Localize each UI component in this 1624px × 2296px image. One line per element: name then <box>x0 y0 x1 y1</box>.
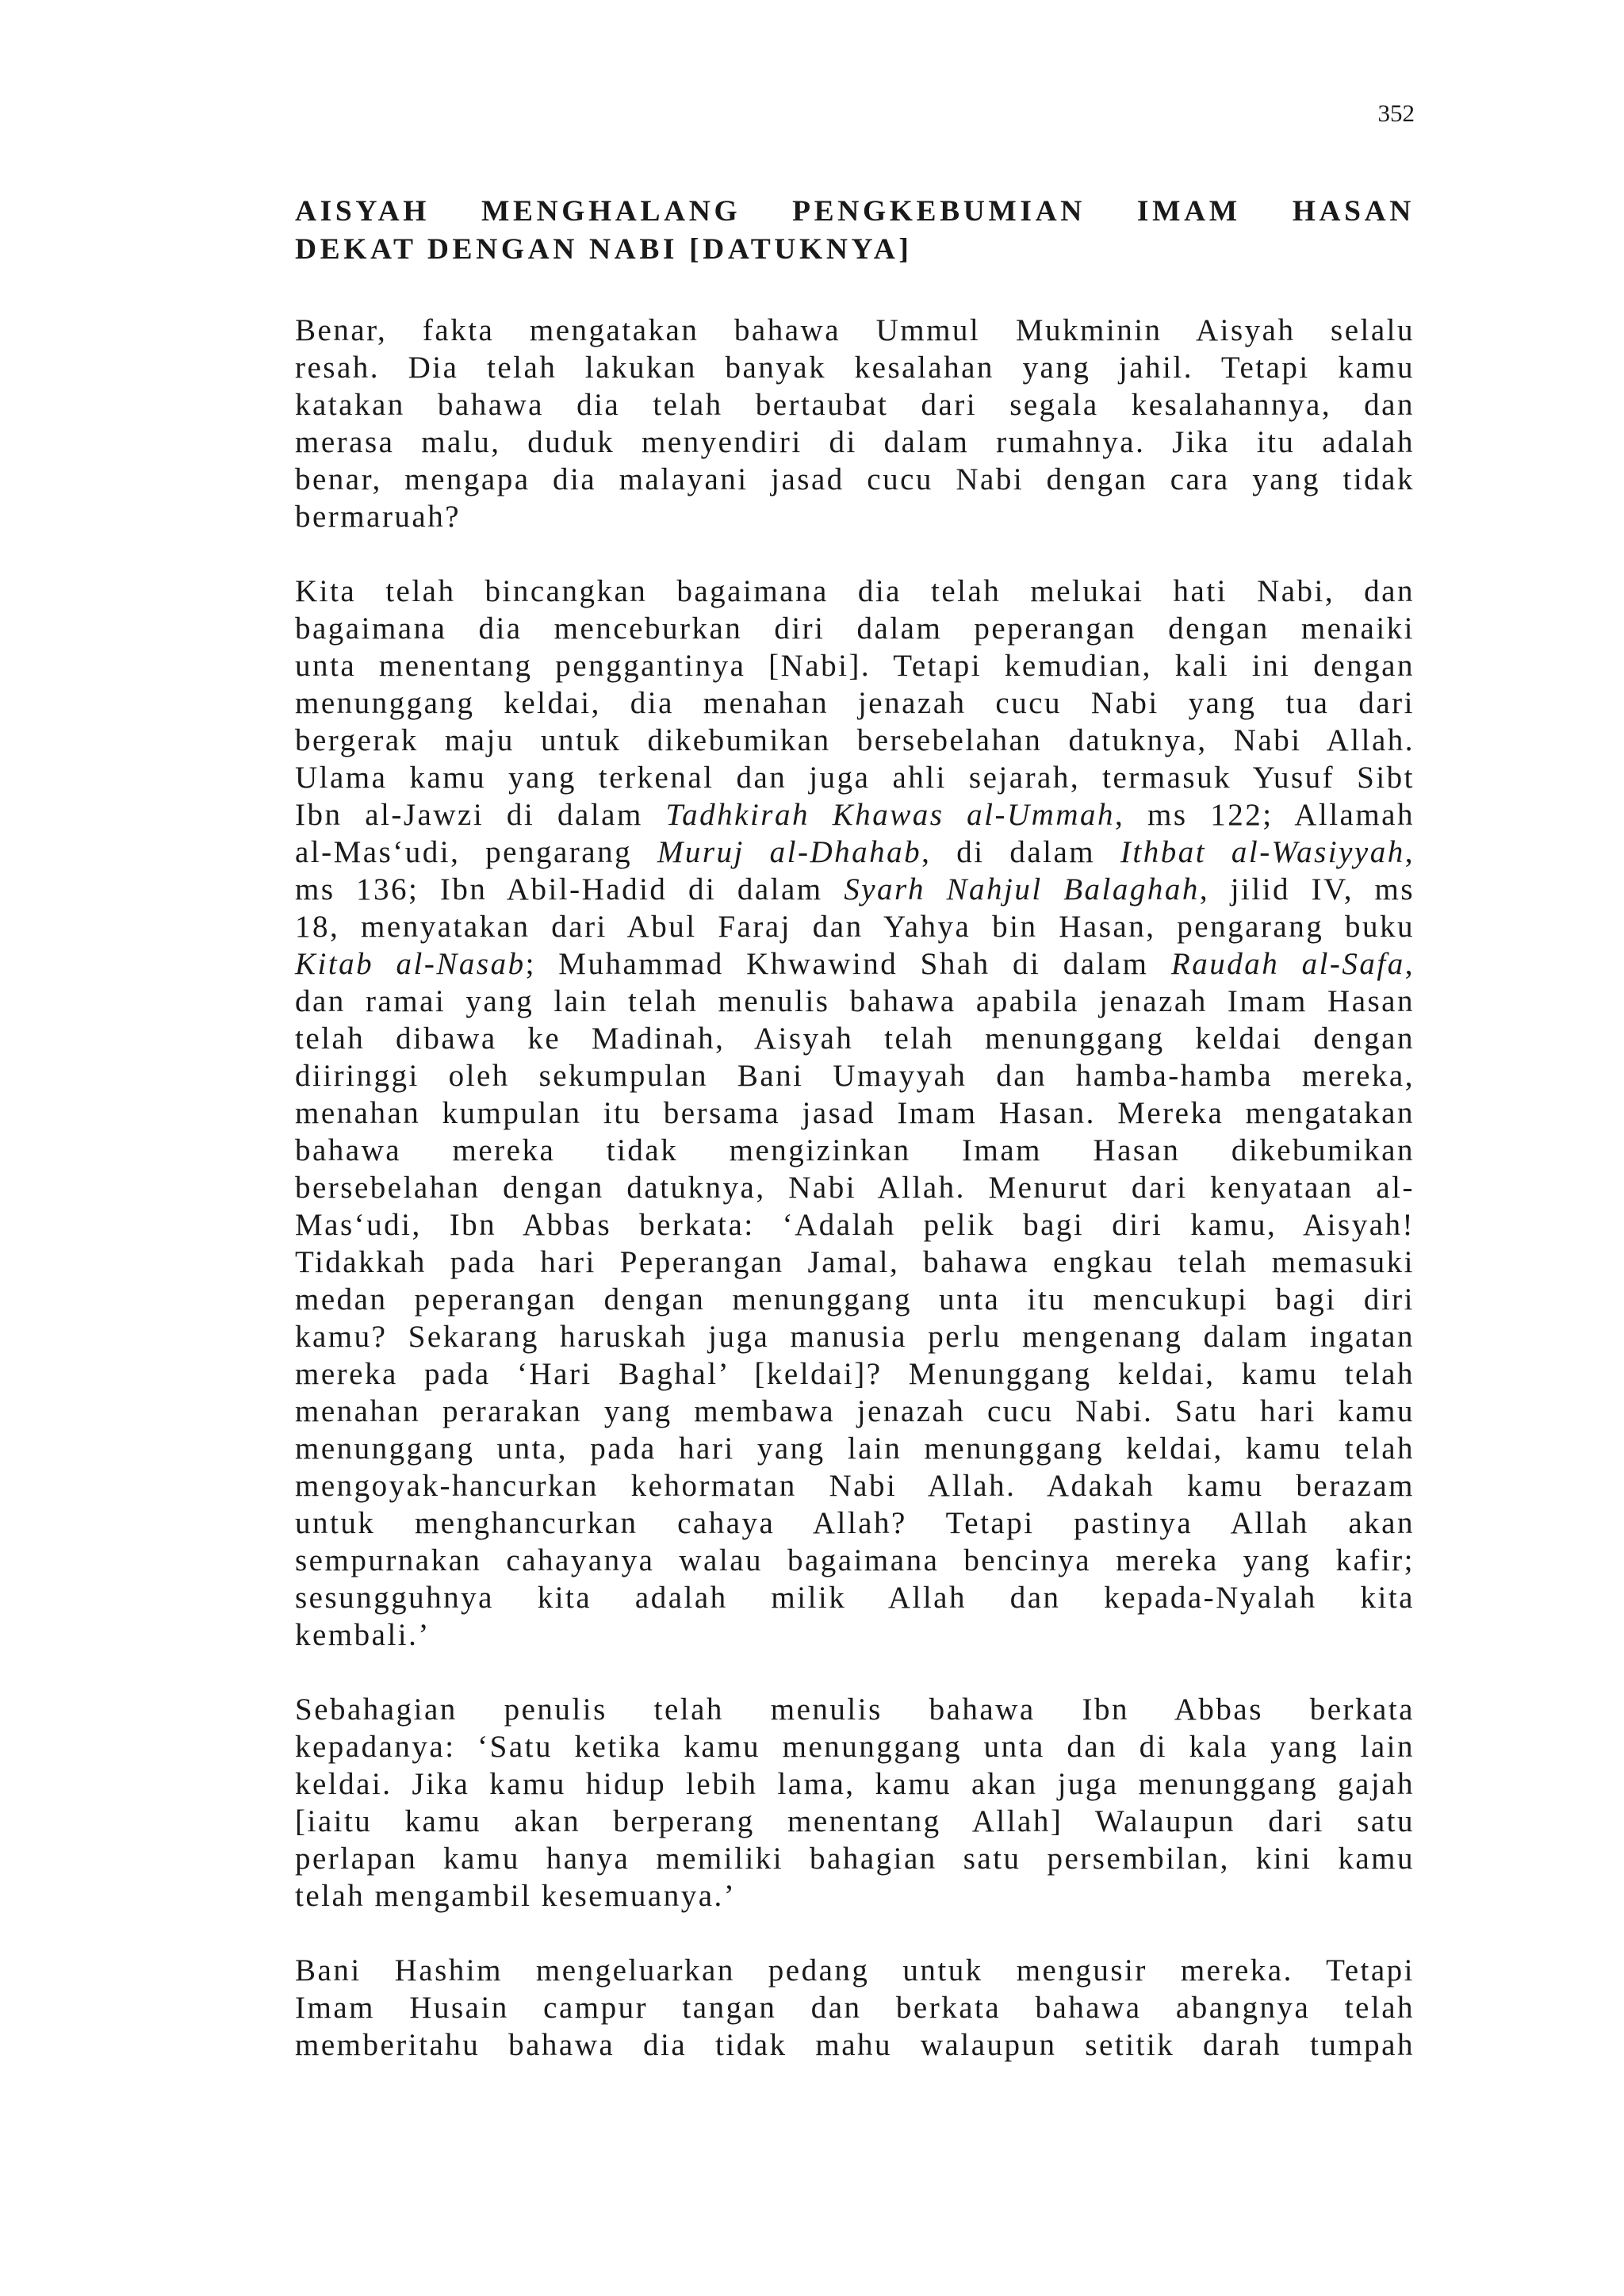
title-word: AISYAH <box>295 195 431 228</box>
text-line: bergerak maju untuk dikebumikan bersebelahan datuknya, Nabi Allah. <box>295 723 1415 757</box>
paragraph <box>295 312 1415 535</box>
text-line: Kita telah bincangkan bagaimana dia telah melukai hati Nabi, dan <box>295 574 1415 608</box>
text-line: merasa malu, duduk menyendiri di dalam rumahnya. Jika itu adalah <box>295 425 1415 459</box>
text-line: diiringgi oleh sekumpulan Bani Umayyah dan hamba-hamba mereka, <box>295 1059 1415 1093</box>
page-number: 352 <box>1377 99 1415 127</box>
text-line: Ulama kamu yang terkenal dan juga ahli sejarah, termasuk Yusuf Sibt <box>295 761 1415 795</box>
chapter-title-line-2: DEKAT DENGAN NABI [DATUKNYA] <box>295 233 913 266</box>
text-line: kepadanya: ‘Satu ketika kamu menunggang unta dan di kala yang lain <box>295 1730 1415 1764</box>
text-line: Benar, fakta mengatakan bahawa Ummul Mukminin Aisyah selalu <box>295 313 1415 347</box>
text-line: ms 136; Ibn Abil-Hadid di dalam Syarh Nahjul Balaghah, jilid IV, ms <box>295 872 1415 907</box>
text-line: medan peperangan dengan menunggang unta itu mencukupi bagi diri <box>295 1282 1415 1317</box>
paragraph <box>295 1952 1415 2064</box>
text-line: al-Mas‘udi, pengarang Muruj al-Dhahab, di dalam Ithbat al-Wasiyyah, <box>295 835 1415 869</box>
text-line: unta menentang penggantinya [Nabi]. Tetapi kemudian, kali ini dengan <box>295 649 1415 683</box>
text-line: menahan perarakan yang membawa jenazah cucu Nabi. Satu hari kamu <box>295 1394 1415 1428</box>
text-line: bersebelahan dengan datuknya, Nabi Allah. Menurut dari kenyataan al- <box>295 1171 1415 1205</box>
title-word: MENGHALANG <box>481 195 741 228</box>
book-title: Kitab al-Nasab <box>295 947 526 981</box>
text-line: menunggang keldai, dia menahan jenazah cucu Nabi yang tua dari <box>295 686 1415 720</box>
text-line: Mas‘udi, Ibn Abbas berkata: ‘Adalah pelik bagi diri kamu, Aisyah! <box>295 1208 1415 1242</box>
title-word: PENGKEBUMIAN <box>792 195 1086 228</box>
text-line: 18, menyatakan dari Abul Faraj dan Yahya bin Hasan, pengarang buku <box>295 910 1415 944</box>
title-word: HASAN <box>1292 195 1415 228</box>
text-line: Bani Hashim mengeluarkan pedang untuk mengusir mereka. Tetapi <box>295 1953 1415 1987</box>
chapter-title-line-1 <box>295 193 1415 231</box>
text-line: menunggang unta, pada hari yang lain menunggang keldai, kamu telah <box>295 1432 1415 1466</box>
text-line: keldai. Jika kamu hidup lebih lama, kamu akan juga menunggang gajah <box>295 1767 1415 1801</box>
title-word: IMAM <box>1136 195 1241 228</box>
book-title: Ithbat al-Wasiyyah <box>1120 835 1405 869</box>
book-title: Raudah al-Safa <box>1170 947 1405 981</box>
text-line: dan ramai yang lain telah menulis bahawa apabila jenazah Imam Hasan <box>295 984 1415 1018</box>
text-line: katakan bahawa dia telah bertaubat dari segala kesalahannya, dan <box>295 388 1415 422</box>
text-line: kamu? Sekarang haruskah juga manusia perlu mengenang dalam ingatan <box>295 1320 1415 1354</box>
chapter-title <box>295 193 1415 269</box>
text-line: bermaruah? <box>295 500 462 534</box>
text-line: telah dibawa ke Madinah, Aisyah telah menunggang keldai dengan <box>295 1022 1415 1056</box>
text-line: Kitab al-Nasab; Muhammad Khwawind Shah di dalam Raudah al-Safa, <box>295 947 1415 981</box>
text-line: untuk menghancurkan cahaya Allah? Tetapi pastinya Allah akan <box>295 1506 1415 1540</box>
text-line: bahawa mereka tidak mengizinkan Imam Hasan dikebumikan <box>295 1133 1415 1167</box>
text-line: telah mengambil kesemuanya.’ <box>295 1879 737 1913</box>
text-line: [iaitu kamu akan berperang menentang Allah] Walaupun dari satu <box>295 1804 1415 1838</box>
book-title: Muruj al-Dhahab <box>657 835 922 869</box>
text-line: benar, mengapa dia malayani jasad cucu Nabi dengan cara yang tidak <box>295 462 1415 496</box>
text-line: kembali.’ <box>295 1618 431 1652</box>
text-line: Imam Husain campur tangan dan berkata bahawa abangnya telah <box>295 1991 1415 2025</box>
text-line: mereka pada ‘Hari Baghal’ [keldai]? Menunggang keldai, kamu telah <box>295 1357 1415 1391</box>
text-line: sesungguhnya kita adalah milik Allah dan kepada-Nyalah kita <box>295 1581 1415 1615</box>
paragraph <box>295 1691 1415 1915</box>
paragraphs <box>295 312 1415 2064</box>
book-title: Tadhkirah Khawas al-Ummah <box>665 798 1115 832</box>
paragraph <box>295 573 1415 1654</box>
text-line: memberitahu bahawa dia tidak mahu walaupun setitik darah tumpah <box>295 2028 1415 2062</box>
text-line: Tidakkah pada hari Peperangan Jamal, bahawa engkau telah memasuki <box>295 1245 1415 1279</box>
document-body <box>295 193 1415 2101</box>
text-line: menahan kumpulan itu bersama jasad Imam Hasan. Mereka mengatakan <box>295 1096 1415 1130</box>
text-line: Sebahagian penulis telah menulis bahawa Ibn Abbas berkata <box>295 1692 1415 1727</box>
text-line: mengoyak-hancurkan kehormatan Nabi Allah. Adakah kamu berazam <box>295 1469 1415 1503</box>
text-line: resah. Dia telah lakukan banyak kesalahan yang jahil. Tetapi kamu <box>295 351 1415 385</box>
text-line: Ibn al-Jawzi di dalam Tadhkirah Khawas al-Ummah, ms 122; Allamah <box>295 798 1415 832</box>
book-title: Syarh Nahjul Balaghah <box>844 872 1200 907</box>
text-line: perlapan kamu hanya memiliki bahagian satu persembilan, kini kamu <box>295 1842 1415 1876</box>
text-line: sempurnakan cahayanya walau bagaimana bencinya mereka yang kafir; <box>295 1543 1415 1577</box>
text-line: bagaimana dia menceburkan diri dalam peperangan dengan menaiki <box>295 611 1415 646</box>
